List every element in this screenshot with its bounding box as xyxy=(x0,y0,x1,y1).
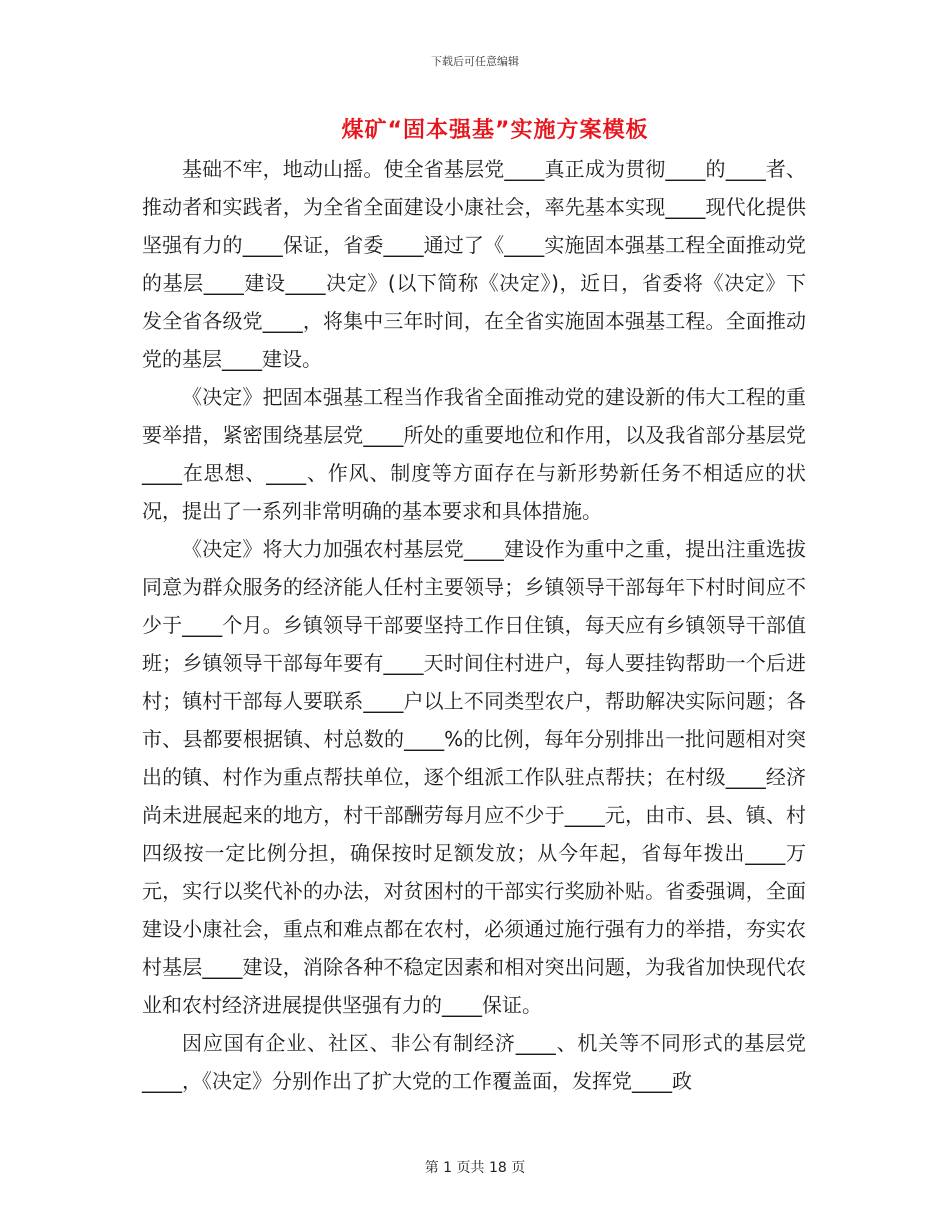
paragraph-1: 基础不牢，地动山摇。使全省基层党____真正成为贯彻____的____者、推动者和实践者，为全省全面建设小康社会，率先基本实现____现代化提供坚强有力的____保证，省委____通过了《____实施固本强基工程全面推动党的基层____建设____决定》(以下简称《决定》)，近日，省委将《决定》下发全省各级党____，将集中三年时间，在全省实施固本强基工程。全面推动党的基层____建设。 xyxy=(142,157,806,371)
header-note: 下载后可任意编辑 xyxy=(431,55,519,68)
paragraph-2: 《决定》把固本强基工程当作我省全面推动党的建设新的伟大工程的重要举措，紧密围绕基层党____所处的重要地位和作用，以及我省部分基层党____在思想、____、作风、制度等方面存在与新形势新任务不相适应的状况，提出了一系列非常明确的基本要求和具体措施。 xyxy=(142,385,806,523)
paragraph-4: 因应国有企业、社区、非公有制经济____、机关等不同形式的基层党____，《决定》分别作出了扩大党的工作覆盖面，发挥党____政 xyxy=(142,1031,806,1093)
paragraph-3: 《决定》将大力加强农村基层党____建设作为重中之重，提出注重选拔同意为群众服务的经济能人任村主要领导；乡镇领导干部每年下村时间应不少于____个月。乡镇领导干部要坚持工作日住镇，每天应有乡镇领导干部值班；乡镇领导干部每年要有____天时间住村进户，每人要挂钩帮助一个后进村；镇村干部每人要联系____户以上不同类型农户，帮助解决实际问题；各市、县都要根据镇、村总数的____%的比例，每年分别排出一批问题相对突出的镇、村作为重点帮扶单位，逐个组派工作队驻点帮扶；在村级____经济尚未进展起来的地方，村干部酬劳每月应不少于____元，由市、县、镇、村四级按一定比例分担，确保按时足额发放；从今年起，省每年拨出____万元，实行以奖代补的办法，对贫困村的干部实行奖励补贴。省委强调，全面建设小康社会，重点和难点都在农村，必须通过施行强有力的举措，夯实农村基层____建设，消除各种不稳定因素和相对突出问题，为我省加快现代农业和农村经济进展提供坚强有力的____保证。 xyxy=(142,537,806,1017)
page-footer: 第 1 页共 18 页 xyxy=(424,1160,526,1176)
document-title: 煤矿“固本强基”实施方案模板 xyxy=(341,118,649,143)
document-body xyxy=(142,150,806,1100)
